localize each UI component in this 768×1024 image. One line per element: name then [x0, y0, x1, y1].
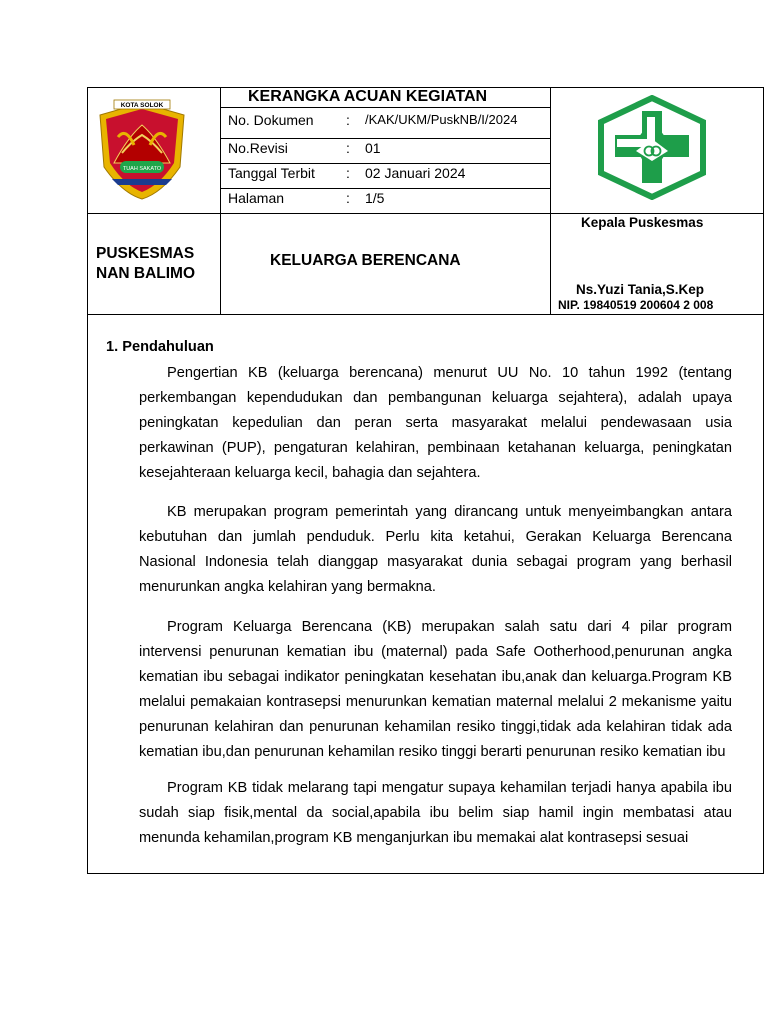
ribbon-text: TUAH SAKATO [122, 166, 162, 172]
org-name-line2: NAN BALIMO [96, 265, 196, 282]
document-title: KERANGKA ACUAN KEGIATAN [248, 88, 488, 105]
table-divider [220, 138, 550, 139]
table-divider [220, 188, 550, 189]
revision-label: No.Revisi [228, 140, 288, 156]
head-nip: NIP. 19840519 200604 2 008 [558, 298, 714, 312]
doc-number-value: /KAK/UKM/PuskNB/I/2024 [365, 112, 518, 127]
table-divider [87, 314, 764, 315]
puskesmas-logo-icon [595, 95, 709, 200]
paragraph: Program KB tidak melarang tapi mengatur supaya kehamilan terjadi hanya apabila ibu sudah siap fisik,mental da social,apabila ibu belim siap hamil ingin membatasi atau menunda kehamilan,program KB menganjurkan ibu memakai alat kontrasepsi sesuai [139, 780, 732, 846]
paragraph: Program Keluarga Berencana (KB) merupakan salah satu dari 4 pilar program intervensi penurunan kematian ibu (maternal) pada Safe Ootherhood,penurunan angka kematian ibu sebagai indikator peningkatan kesehatan ibu,anak dan keluarga.Program KB melalui pemakaian kontrasepsi menurunkan kematian maternal melalui 2 mekanisme yaitu penurunan kelahiran dan penurunan kehamilan resiko tinggi,tidak ada kelahiran tidak ada kematian ibu,dan penurunan kehamilan resiko tinggi berarti penurunan resiko kematian ibu [139, 619, 732, 760]
kota-solok-emblem-icon [92, 97, 192, 201]
paragraph: Pengertian KB (keluarga berencana) menurut UU No. 10 tahun 1992 (tentang perkembangan kependudukan dan pembangunan keluarga sejahtera), adalah upaya peningkatan kepedulian dan peran serta masyarakat melalui pendewasaan usia perkawinan (PUP), pengaturan kelahiran, pembinaan ketahanan keluarga, peningkatan kesejahteraan keluarga kecil, bahagia dan sejahtera. [139, 365, 732, 481]
table-divider [220, 87, 221, 314]
emblem-text: KOTA SOLOK [120, 102, 164, 109]
revision-sep: : [346, 140, 350, 156]
doc-number-sep: : [346, 112, 350, 128]
page-label: Halaman [228, 190, 285, 206]
paragraph: KB merupakan program pemerintah yang dirancang untuk menyeimbangkan antara kebutuhan dan jumlah penduduk. Perlu kita ketahui, Gerakan Keluarga Berencana Nasional Indonesia telah dianggap masyarakat dunia sebagai program yang berhasil menurunkan angka kelahiran yang bermakna. [139, 504, 732, 595]
table-divider [220, 163, 550, 164]
table-divider [550, 87, 551, 314]
issue-date-value: 02 Januari 2024 [365, 165, 466, 181]
org-name-line1: PUSKESMAS [96, 245, 195, 262]
activity-title: KELUARGA BERENCANA [270, 252, 461, 269]
issue-date-label: Tanggal Terbit [228, 165, 315, 181]
table-divider [220, 107, 550, 108]
section-heading: 1. Pendahuluan [106, 339, 214, 355]
head-name: Ns.Yuzi Tania,S.Kep [576, 282, 705, 297]
page-sep: : [346, 190, 350, 206]
table-divider [87, 213, 764, 214]
head-role: Kepala Puskesmas [581, 215, 704, 230]
page-value: 1/5 [365, 190, 385, 206]
doc-number-label: No. Dokumen [228, 112, 314, 128]
revision-value: 01 [365, 140, 381, 156]
issue-date-sep: : [346, 165, 350, 181]
